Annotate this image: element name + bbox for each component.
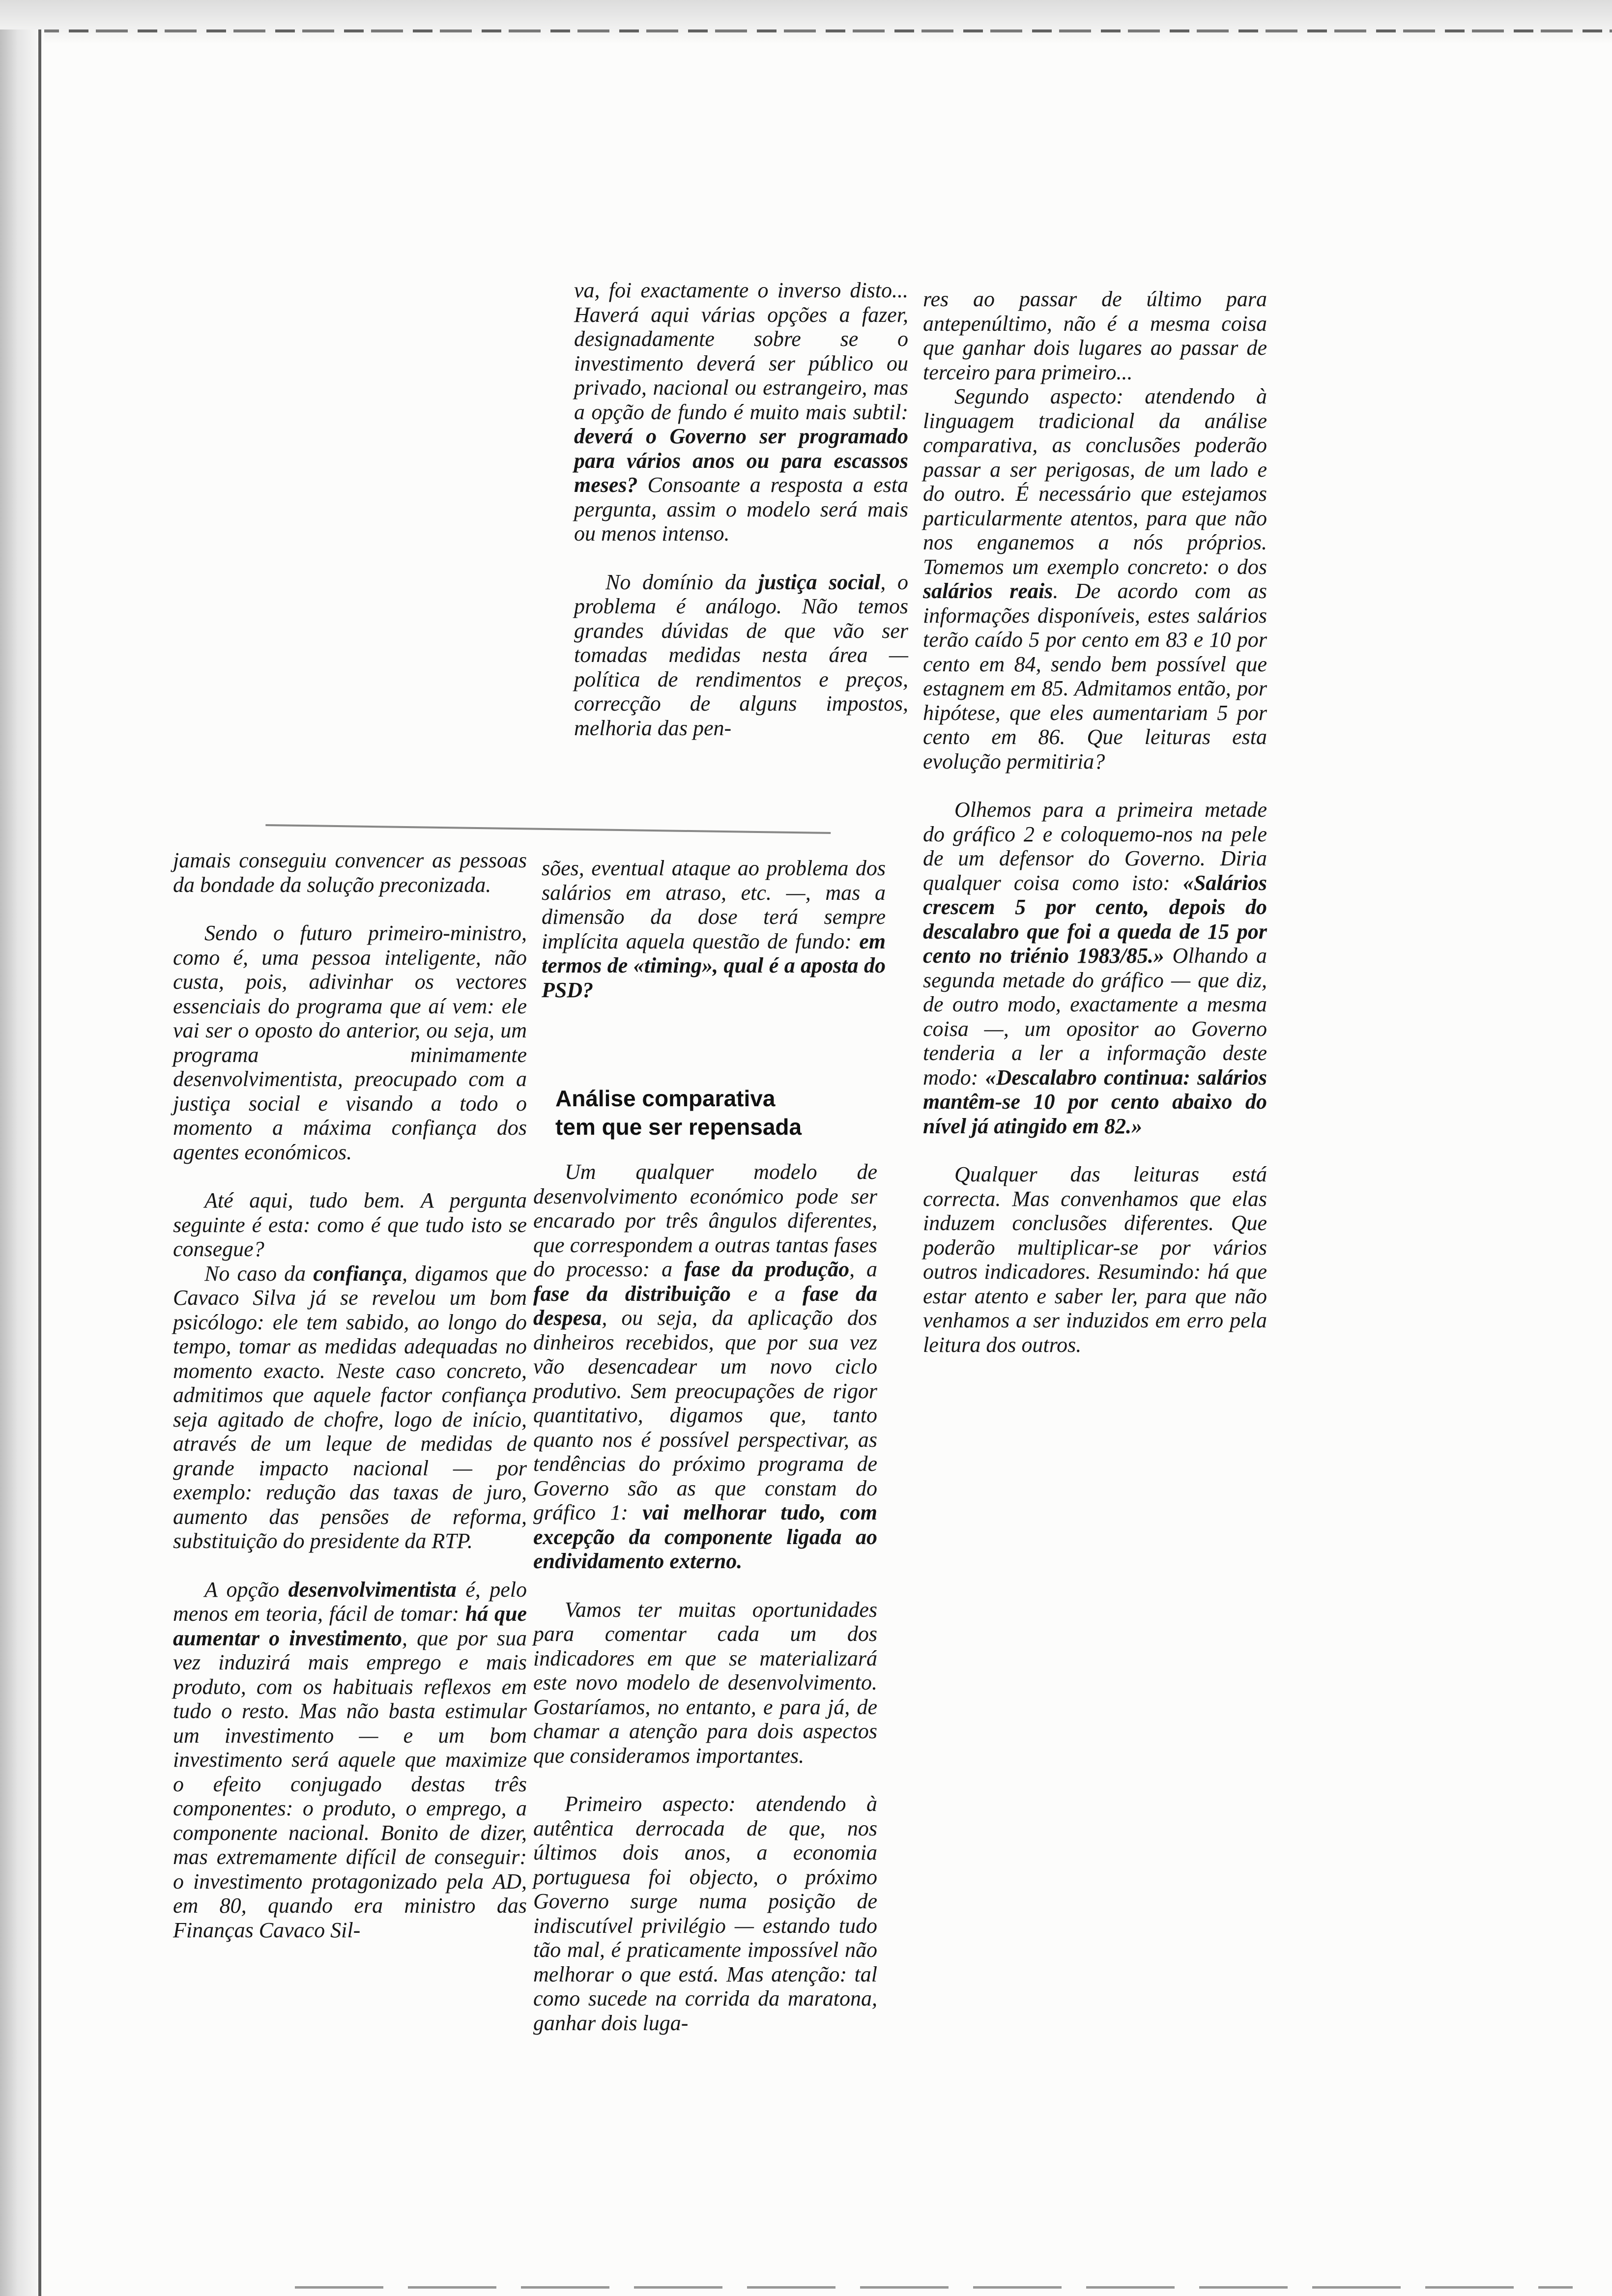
paragraph: Olhemos para a primeira metade do gráfico 2 e coloquemo-nos na pele de um defensor do Governo. Diria qualquer coisa como isto: «Salários crescem 5 por cento, depois do descalabro que foi a queda de 15 por cento no triénio 1983/85.» Olhando a segunda metade do gráfico — que diz, de outro modo, exactamente a mesma coisa —, um opositor ao Governo tenderia a ler a informação deste modo: «Descalabro continua: salários mantêm-se 10 por cento abaixo do nível já atingido em 82.» [923,798,1267,1138]
article-column-3 [923,287,1267,1381]
bottom-rule [295,2286,1573,2289]
section-subheading: Análise comparativa tem que ser repensada [555,1086,802,1140]
paragraph: A opção desenvolvimentista é, pelo menos em teoria, fácil de tomar: há que aumentar o investimento, que por sua vez induzirá mais emprego e mais produto, com os habituais reflexos em tudo o resto. Mas não basta estimular um investimento — e um bom investimento será aquele que maximize o efeito conjugado destas três componentes: o produto, o emprego, a componente nacional. Bonito de dizer, mas extremamente difícil de conseguir: o investimento protagonizado pela AD, em 80, quando era ministro das Finanças Cavaco Sil- [173,1577,527,1942]
paragraph: va, foi exactamente o inverso disto... Haverá aqui várias opções a fazer, designadamente sobre se o investimento deverá ser público ou privado, nacional ou estrangeiro, mas a opção de fundo é muito mais subtil: deverá o Governo ser programado para vários anos ou para escassos meses? Consoante a resposta a esta pergunta, assim o modelo será mais ou menos intenso. [574,278,908,545]
paragraph: sões, eventual ataque ao problema dos salários em atraso, etc. —, mas a dimensão da dose terá sempre implícita aquela questão de fundo: em termos de «timing», qual é a aposta do PSD? [542,856,886,1002]
article-column-2-middle [542,856,886,1026]
paragraph: Até aqui, tudo bem. A pergunta seguinte é esta: como é que tudo isto se consegue? [173,1188,527,1261]
paragraph: Primeiro aspecto: atendendo à autêntica derrocada de que, nos últimos dois anos, a economia portuguesa foi objecto, o próximo Governo surge numa posição de indiscutível privilégio — estando tudo tão mal, é praticamente impossível não melhorar o que está. Mas atenção: tal como sucede na corrida da maratona, ganhar dois luga- [533,1792,877,2035]
article-column-2-top [574,278,908,764]
torn-top-rule [0,29,1612,32]
paragraph: No domínio da justiça social, o problema é análogo. Não temos grandes dúvidas de que vão ser tomadas medidas nesta área — política de rendimentos e preços, correcção de alguns impostos, melhoria das pen- [574,570,908,740]
paragraph: res ao passar de último para antepenúltimo, não é a mesma coisa que ganhar dois lugares ao passar de terceiro para primeiro... [923,287,1267,384]
paragraph: Vamos ter muitas oportunidades para comentar cada um dos indicadores em que se materializará este novo modelo de desenvolvimento. Gostaríamos, no entanto, e para já, de chamar a atenção para dois aspectos que consideramos importantes. [533,1597,877,1768]
page-left-border [38,29,41,2296]
article-column-2-bottom [533,1160,877,2059]
scan-shadow-top [0,0,1612,44]
paragraph: No caso da confiança, digamos que Cavaco Silva já se revelou um bom psicólogo: ele tem sabido, ao longo do tempo, tomar as medidas adequadas no momento exacto. Neste caso concreto, admitimos que aquele factor confiança seja agitado de chofre, logo de início, através de um leque de medidas de grande impacto nacional — por exemplo: redução das taxas de juro, aumento das pensões de reforma, substituição do presidente da RTP. [173,1261,527,1553]
scan-shadow-left [0,29,44,2296]
paragraph: Sendo o futuro primeiro-ministro, como é, uma pessoa inteligente, não custa, pois, adivinhar os vectores essenciais do programa que aí vem: ele vai ser o oposto do anterior, ou seja, um programa minimamente desenvolvimentista, preocupado com a justiça social e visando a todo o momento a máxima confiança dos agentes económicos. [173,921,527,1164]
paragraph: Qualquer das leituras está correcta. Mas convenhamos que elas induzem conclusões diferentes. Que poderão multiplicar-se por vários outros indicadores. Resumindo: há que estar atento e saber ler, para que não venhamos a ser induzidos em erro pela leitura dos outros. [923,1162,1267,1357]
paragraph: Um qualquer modelo de desenvolvimento económico pode ser encarado por três ângulos diferentes, que correspondem a outras tantas fases do processo: a fase da produção, a fase da distribuição e a fase da despesa, ou seja, da aplicação dos dinheiros recebidos, que por sua vez vão desencadear um novo ciclo produtivo. Sem preocupações de rigor quantitativo, digamos que, tanto quanto nos é possível perspectivar, as tendências do próximo programa de Governo são as que constam do gráfico 1: vai melhorar tudo, com excepção da componente ligada ao endividamento externo. [533,1160,878,1573]
paragraph: Segundo aspecto: atendendo à linguagem tradicional da análise comparativa, as conclusões poderão passar a ser perigosas, de um lado e do outro. É necessário que estejamos particularmente atentos, para que não nos enganemos a nós próprios. Tomemos um exemplo concreto: o dos salários reais. De acordo com as informações disponíveis, estes salários terão caído 5 por cento em 83 e 10 por cento em 84, sendo bem possível que estagnem em 85. Admitamos então, por hipótese, que eles aumentariam 5 por cento em 86. Que leituras esta evolução permitiria? [923,384,1267,774]
paragraph: jamais conseguiu convencer as pessoas da bondade da solução preconizada. [173,848,527,897]
article-column-1 [173,848,527,1966]
